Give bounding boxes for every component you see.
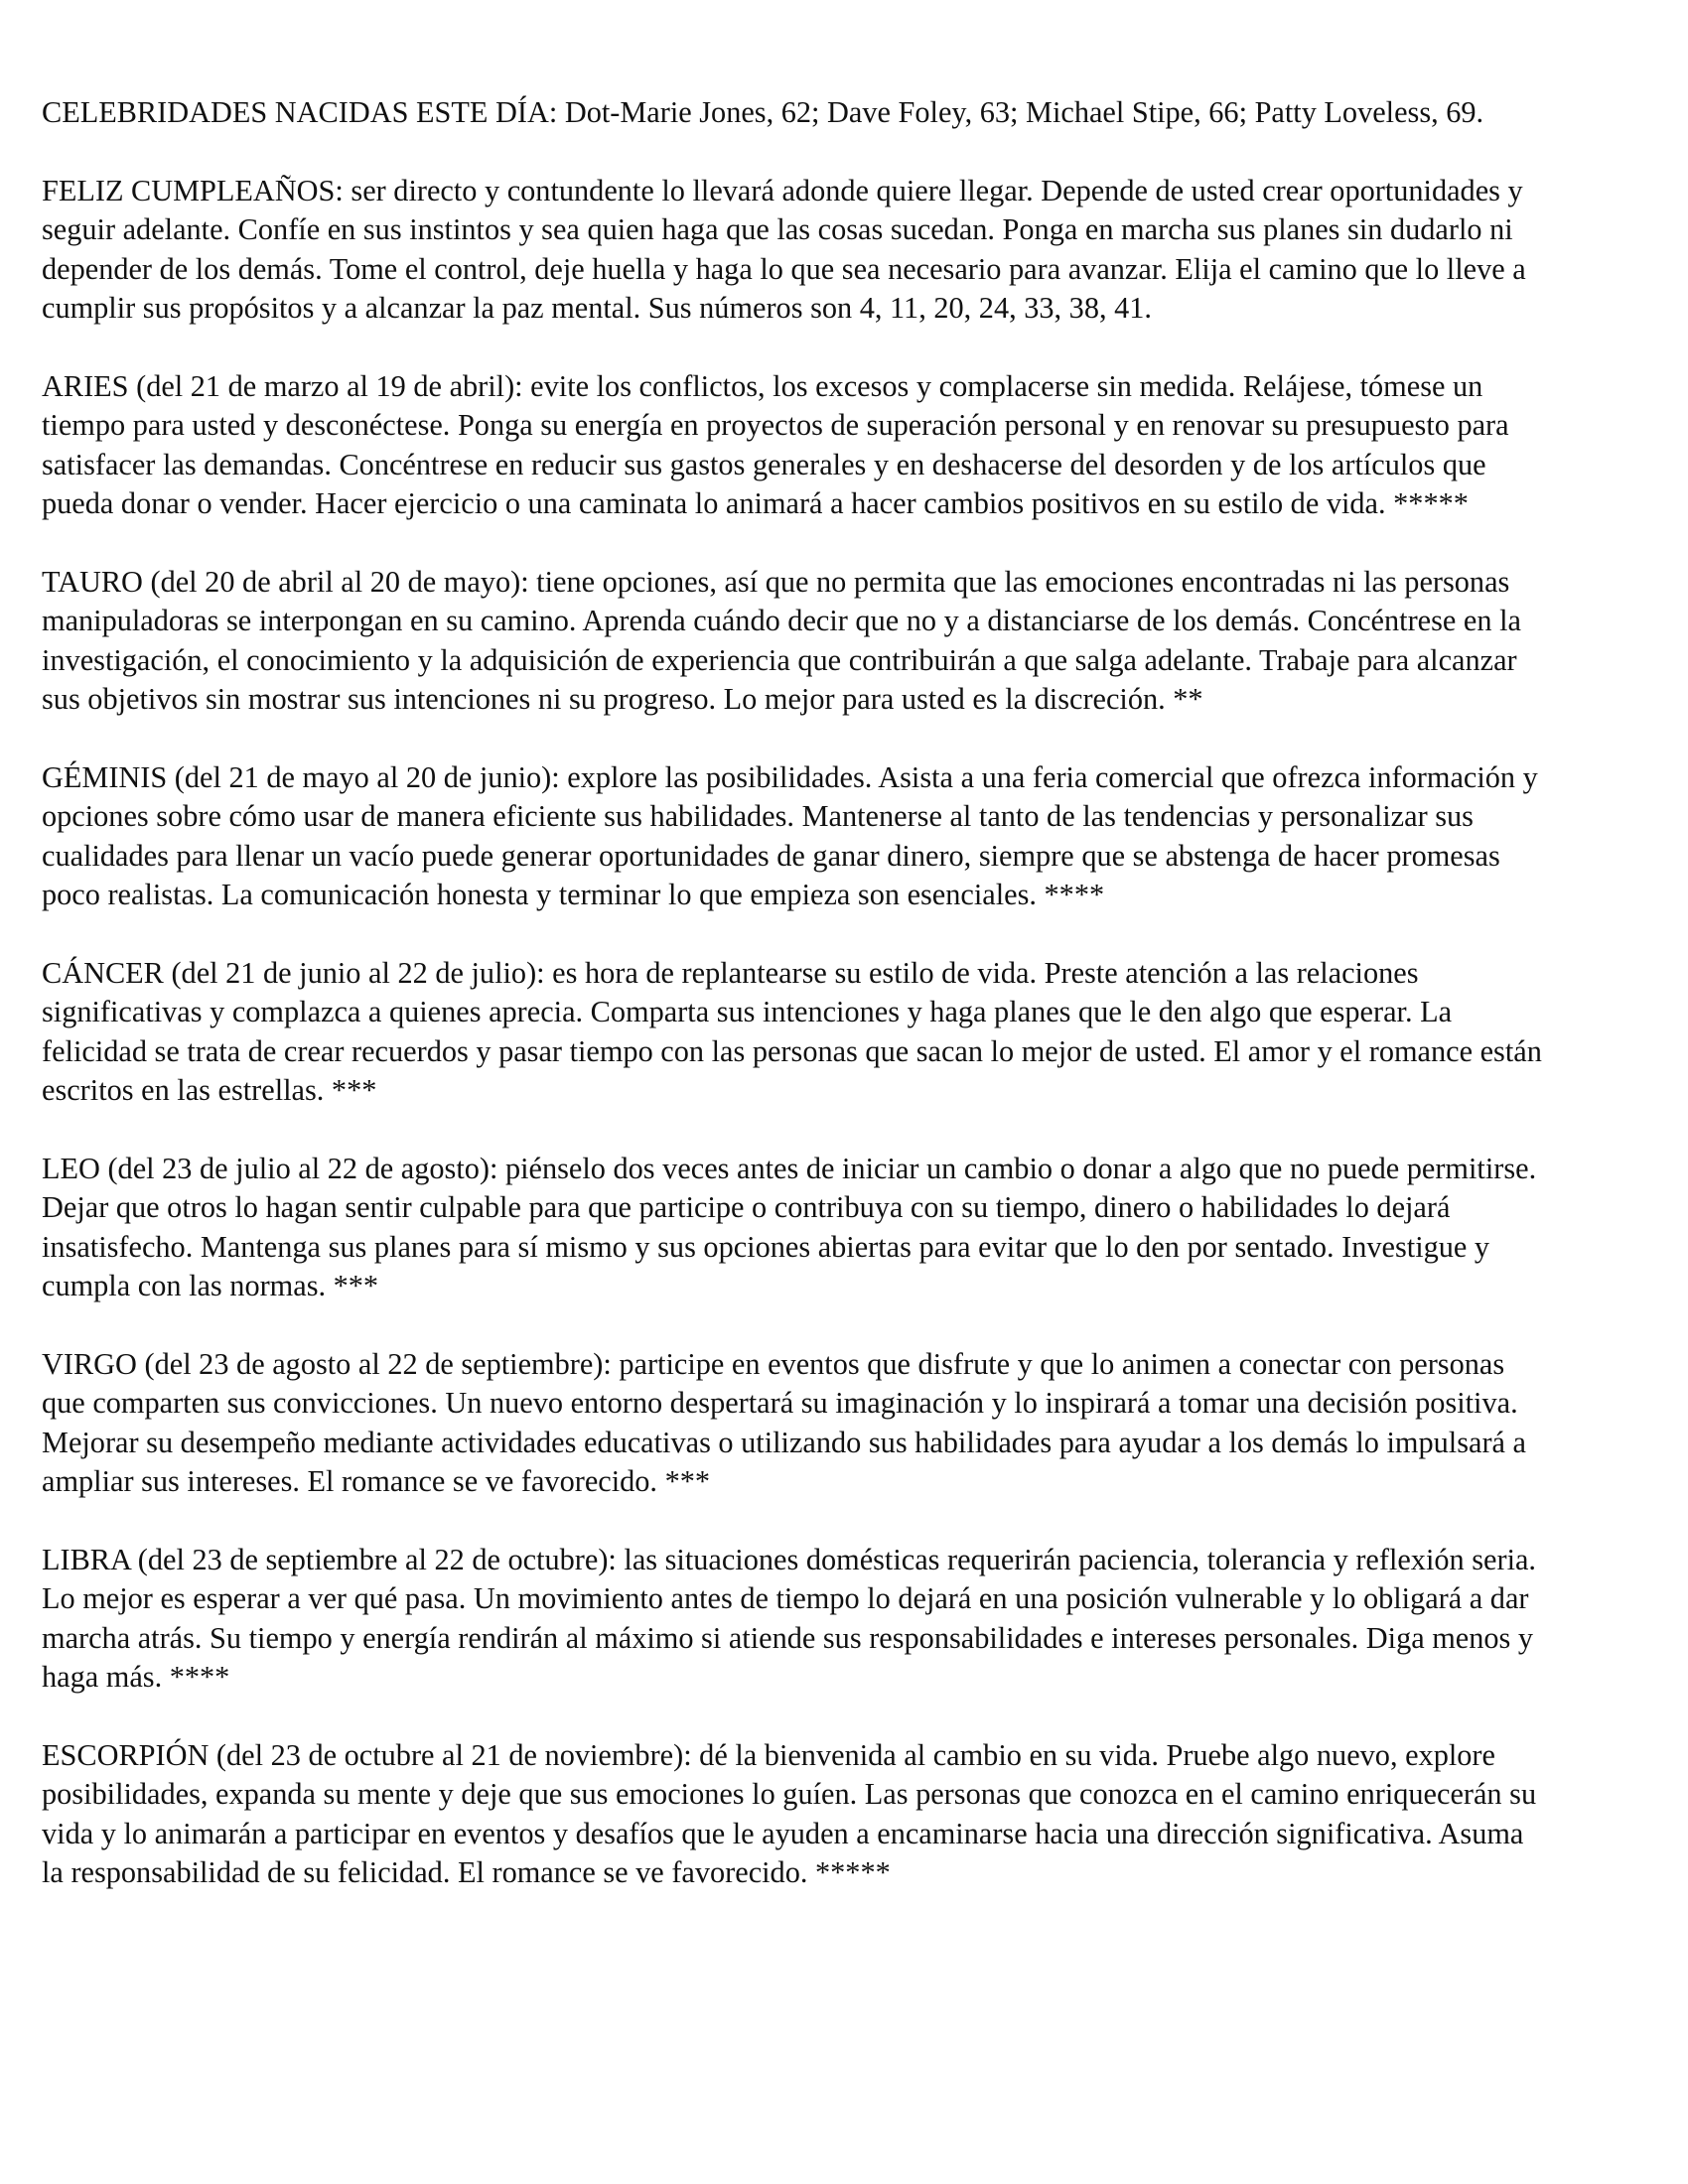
document-page [42, 93, 1551, 1932]
taurus-paragraph: TAURO (del 20 de abril al 20 de mayo): tiene opciones, así que no permita que las emociones encontradas ni las personas manipuladoras se interpongan en su camino. Aprenda cuándo decir que no y a distanciarse de los demás. Concéntrese en la investigación, el conocimiento y la adquisición de experiencia que contribuirán a que salga adelante. Trabaje para alcanzar sus objetivos sin mostrar sus intenciones ni su progreso. Lo mejor para usted es la discreción. ** [42, 564, 1521, 716]
leo-paragraph: LEO (del 23 de julio al 22 de agosto): piénselo dos veces antes de iniciar un cambio o donar a algo que no puede permitirse. Dejar que otros lo hagan sentir culpable para que participe o contribuya con su tiempo, dinero o habilidades lo dejará insatisfecho. Mantenga sus planes para sí mismo y sus opciones abiertas para evitar que lo den por sentado. Investigue y cumpla con las normas. *** [42, 1151, 1537, 1302]
birthday-paragraph: FELIZ CUMPLEAÑOS: ser directo y contundente lo llevará adonde quiere llegar. Depende de usted crear oportunidades y seguir adelante. Confíe en sus instintos y sea quien haga que las cosas sucedan. Ponga en marcha sus planes sin dudarlo ni depender de los demás. Tome el control, deje huella y haga lo que sea necesario para avanzar. Elija el camino que lo lleve a cumplir sus propósitos y a alcanzar la paz mental. Sus números son 4, 11, 20, 24, 33, 38, 41. [42, 173, 1526, 325]
scorpio-paragraph: ESCORPIÓN (del 23 de octubre al 21 de noviembre): dé la bienvenida al cambio en su vida. Pruebe algo nuevo, explore posibilidades, expanda su mente y deje que sus emociones lo guíen. Las personas que conozca en el camino enriquecerán su vida y lo animarán a participar en eventos y desafíos que le ayuden a encaminarse hacia una dirección significativa. Asuma la responsabilidad de su felicidad. El romance se ve favorecido. ***** [42, 1737, 1537, 1889]
libra-paragraph: LIBRA (del 23 de septiembre al 22 de octubre): las situaciones domésticas requerirán paciencia, tolerancia y reflexión seria. Lo mejor es esperar a ver qué pasa. Un movimiento antes de tiempo lo dejará en una posición vulnerable y lo obligará a dar marcha atrás. Su tiempo y energía rendirán al máximo si atiende sus responsabilidades e intereses personales. Diga menos y haga más. **** [42, 1542, 1537, 1694]
virgo-paragraph: VIRGO (del 23 de agosto al 22 de septiembre): participe en eventos que disfrute y que lo animen a conectar con personas que comparten sus convicciones. Un nuevo entorno despertará su imaginación y lo inspirará a tomar una decisión positiva. Mejorar su desempeño mediante actividades educativas o utilizando sus habilidades para ayudar a los demás lo impulsará a ampliar sus intereses. El romance se ve favorecido. *** [42, 1346, 1527, 1498]
gemini-paragraph: GÉMINIS (del 21 de mayo al 20 de junio): explore las posibilidades. Asista a una feria comercial que ofrezca información y opciones sobre cómo usar de manera eficiente sus habilidades. Mantenerse al tanto de las tendencias y personalizar sus cualidades para llenar un vacío puede generar oportunidades de ganar dinero, siempre que se abstenga de hacer promesas poco realistas. La comunicación honesta y terminar lo que empieza son esenciales. **** [42, 759, 1538, 911]
cancer-paragraph: CÁNCER (del 21 de junio al 22 de julio): es hora de replantearse su estilo de vida. Preste atención a las relaciones significativas y complazca a quienes aprecia. Comparta sus intenciones y haga planes que le den algo que esperar. La felicidad se trata de crear recuerdos y pasar tiempo con las personas que sacan lo mejor de usted. El amor y el romance están escritos en las estrellas. *** [42, 955, 1542, 1107]
aries-paragraph: ARIES (del 21 de marzo al 19 de abril): evite los conflictos, los excesos y complacerse sin medida. Relájese, tómese un tiempo para usted y desconéctese. Ponga su energía en proyectos de superación personal y en renovar su presupuesto para satisfacer las demandas. Concéntrese en reducir sus gastos generales y en deshacerse del desorden y de los artículos que pueda donar o vender. Hacer ejercicio o una caminata lo animará a hacer cambios positivos en su estilo de vida. ***** [42, 368, 1509, 520]
celebrities-paragraph: CELEBRIDADES NACIDAS ESTE DÍA: Dot-Marie Jones, 62; Dave Foley, 63; Michael Stipe, 66; Patty Loveless, 69. [42, 95, 1484, 129]
